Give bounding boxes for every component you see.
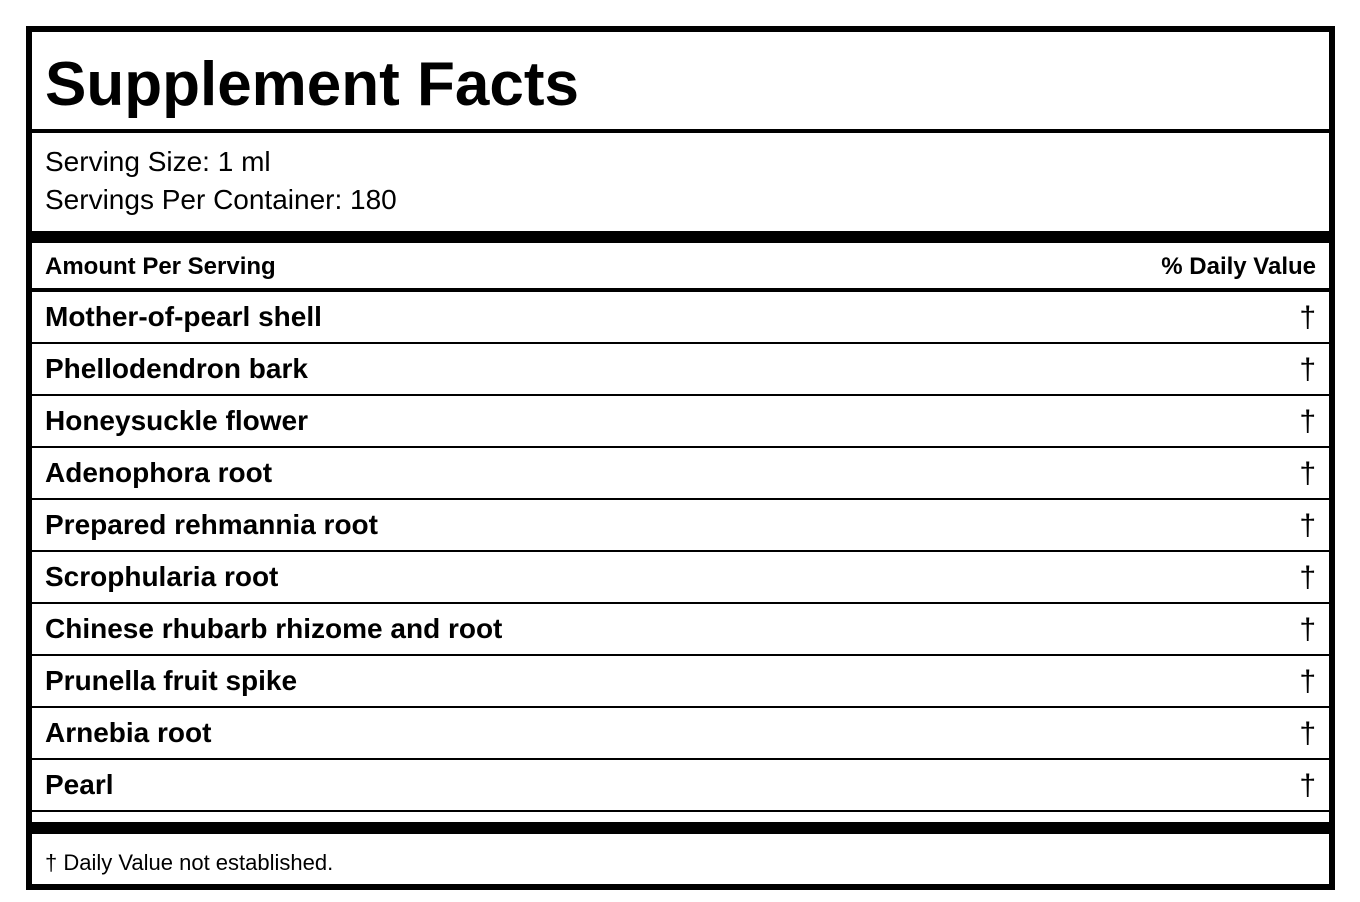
ingredient-daily-value: † xyxy=(1299,769,1316,802)
ingredient-name: Phellodendron bark xyxy=(45,353,308,384)
thick-divider-bottom xyxy=(32,822,1329,834)
column-header-row xyxy=(32,243,1329,292)
ingredient-name: Arnebia root xyxy=(45,717,212,748)
ingredient-name: Pearl xyxy=(45,769,114,800)
footnote: † Daily Value not established. xyxy=(45,850,334,875)
ingredient-daily-value: † xyxy=(1299,405,1316,438)
ingredient-row xyxy=(32,656,1329,708)
ingredient-daily-value: † xyxy=(1299,509,1316,542)
ingredient-daily-value: † xyxy=(1299,457,1316,490)
ingredient-row xyxy=(32,760,1329,812)
ingredient-row xyxy=(32,708,1329,760)
daily-value-header: % Daily Value xyxy=(1161,253,1316,280)
label-title: Supplement Facts xyxy=(45,50,579,119)
ingredient-name: Prunella fruit spike xyxy=(45,665,298,696)
ingredient-daily-value: † xyxy=(1299,613,1316,646)
ingredient-row xyxy=(32,552,1329,604)
ingredient-daily-value: † xyxy=(1299,301,1316,334)
ingredient-row xyxy=(32,396,1329,448)
supplement-facts-label xyxy=(26,26,1335,890)
amount-per-serving-header: Amount Per Serving xyxy=(45,253,276,280)
ingredient-list xyxy=(32,292,1329,812)
ingredient-row xyxy=(32,604,1329,656)
ingredient-row xyxy=(32,344,1329,396)
ingredient-name: Chinese rhubarb rhizome and root xyxy=(45,613,503,644)
ingredient-daily-value: † xyxy=(1299,717,1316,750)
ingredient-daily-value: † xyxy=(1299,665,1316,698)
ingredient-daily-value: † xyxy=(1299,353,1316,386)
ingredient-name: Mother-of-pearl shell xyxy=(45,301,322,332)
ingredient-name: Adenophora root xyxy=(45,457,273,488)
serving-info xyxy=(32,133,1329,231)
ingredient-daily-value: † xyxy=(1299,561,1316,594)
ingredient-name: Prepared rehmannia root xyxy=(45,509,378,540)
ingredient-row xyxy=(32,292,1329,344)
servings-per-container: Servings Per Container: 180 xyxy=(45,184,397,215)
ingredient-name: Scrophularia root xyxy=(45,561,279,592)
thick-divider-top xyxy=(32,231,1329,243)
serving-size: Serving Size: 1 ml xyxy=(45,146,271,177)
title-block xyxy=(32,32,1329,133)
ingredient-row xyxy=(32,500,1329,552)
ingredient-row xyxy=(32,448,1329,500)
ingredient-name: Honeysuckle flower xyxy=(45,405,308,436)
